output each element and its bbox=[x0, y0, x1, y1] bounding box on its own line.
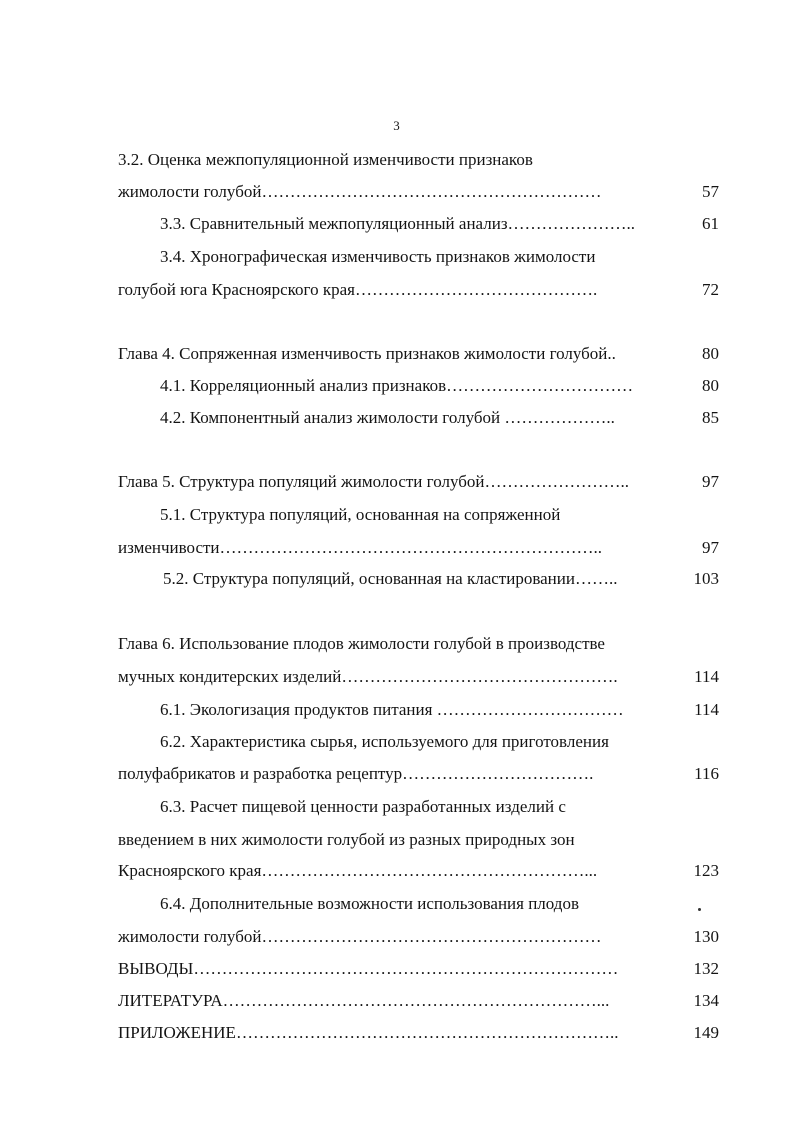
toc-entry-text: Красноярского края bbox=[118, 861, 262, 880]
toc-page-number: 123 bbox=[693, 861, 719, 880]
toc-entry-text: 6.1. Экологизация продуктов питания bbox=[160, 700, 433, 719]
toc-entry-text: 4.1. Корреляционный анализ признаков bbox=[160, 376, 447, 395]
toc-leader: …………………………………………. bbox=[341, 667, 618, 686]
toc-page-number: 114 bbox=[694, 700, 719, 719]
toc-entry-3-3 bbox=[0, 212, 793, 236]
toc-leader: ……………….. bbox=[500, 408, 615, 427]
toc-page-number: 134 bbox=[693, 991, 719, 1010]
toc-entry-chapter-5 bbox=[0, 470, 793, 494]
toc-entry-text: 6.2. Характеристика сырья, используемого для приготовления bbox=[160, 732, 609, 751]
toc-entry-text: 3.3. Сравнительный межпопуляционный анализ bbox=[160, 214, 508, 233]
toc-entry-6-3-title-2 bbox=[0, 828, 793, 852]
toc-page-number: 103 bbox=[693, 569, 719, 588]
toc-entry-appendix bbox=[0, 1021, 793, 1045]
toc-entry-conclusions bbox=[0, 957, 793, 981]
toc-entry-6-2 bbox=[0, 762, 793, 786]
toc-leader: ……………………………………. bbox=[354, 280, 598, 299]
toc-entry-text: ПРИЛОЖЕНИЕ bbox=[118, 1023, 236, 1042]
toc-entry-6-2-title bbox=[0, 730, 793, 754]
toc-entry-text: 4.2. Компонентный анализ жимолости голубой bbox=[160, 408, 501, 427]
toc-leader: …………………………………………………... bbox=[261, 861, 598, 880]
toc-entry-text: жимолости голубой bbox=[118, 182, 262, 201]
toc-entry-text: голубой юга Красноярского края bbox=[118, 280, 355, 299]
toc-entry-text: мучных кондитерских изделий bbox=[118, 667, 342, 686]
toc-page-number: 85 bbox=[702, 408, 719, 427]
toc-page-number: 80 bbox=[702, 344, 719, 363]
toc-page-number: 57 bbox=[702, 182, 719, 201]
toc-page-number: 149 bbox=[693, 1023, 719, 1042]
toc-leader: …………………………… bbox=[446, 376, 634, 395]
toc-entry-4-1 bbox=[0, 374, 793, 398]
toc-entry-6-4-title bbox=[0, 892, 793, 916]
toc-page-number: 97 bbox=[702, 472, 719, 491]
toc-entry-text: жимолости голубой bbox=[118, 927, 262, 946]
toc-page-number: 97 bbox=[702, 538, 719, 557]
toc-entry-text: 3.4. Хронографическая изменчивость признаков жимолости bbox=[160, 247, 596, 266]
toc-leader: …………………………………………………………... bbox=[222, 991, 610, 1010]
toc-entry-6-3 bbox=[0, 859, 793, 883]
toc-leader: …………………………………………………… bbox=[261, 927, 602, 946]
toc-page-number: 80 bbox=[702, 376, 719, 395]
toc-leader: …………………………………………………… bbox=[261, 182, 602, 201]
scan-speck bbox=[698, 908, 701, 911]
toc-entry-5-1-title bbox=[0, 503, 793, 527]
toc-leader: ………………………………………………………….. bbox=[219, 538, 603, 557]
toc-entry-text: 5.1. Структура популяций, основанная на сопряженной bbox=[160, 505, 561, 524]
toc-page-number: 72 bbox=[702, 280, 719, 299]
toc-entry-text: 6.4. Дополнительные возможности использования плодов bbox=[160, 894, 579, 913]
toc-entry-5-1 bbox=[0, 536, 793, 560]
toc-entry-text: 3.2. Оценка межпопуляционной изменчивости признаков bbox=[118, 150, 533, 169]
toc-leader: ……………………………. bbox=[402, 764, 594, 783]
toc-entry-3-4 bbox=[0, 278, 793, 302]
toc-entry-5-2 bbox=[0, 567, 793, 591]
toc-entry-chapter-6-title bbox=[0, 632, 793, 656]
toc-entry-text: ЛИТЕРАТУРА bbox=[118, 991, 223, 1010]
toc-entry-chapter-4 bbox=[0, 342, 793, 366]
toc-entry-3-2 bbox=[0, 180, 793, 204]
toc-leader: …….. bbox=[574, 569, 618, 588]
toc-entry-6-1 bbox=[0, 698, 793, 722]
toc-page-number: 114 bbox=[694, 667, 719, 686]
toc-leader: …………………………… bbox=[432, 700, 624, 719]
toc-leader: …………………….. bbox=[484, 472, 629, 491]
toc-entry-6-3-title-1 bbox=[0, 795, 793, 819]
toc-page-number: 61 bbox=[702, 214, 719, 233]
toc-leader: ………………….. bbox=[507, 214, 636, 233]
toc-leader: .. bbox=[607, 344, 616, 363]
toc-entry-literature bbox=[0, 989, 793, 1013]
toc-entry-text: изменчивости bbox=[118, 538, 220, 557]
toc-entry-text: ВЫВОДЫ bbox=[118, 959, 194, 978]
toc-page-number: 130 bbox=[693, 927, 719, 946]
toc-entry-6-4 bbox=[0, 925, 793, 949]
toc-entry-text: Глава 5. Структура популяций жимолости голубой bbox=[118, 472, 485, 491]
toc-entry-chapter-6 bbox=[0, 665, 793, 689]
toc-leader: ………………………………………………………….. bbox=[235, 1023, 619, 1042]
toc-entry-text: Глава 6. Использование плодов жимолости голубой в производстве bbox=[118, 634, 605, 653]
toc-leader: ………………………………………………………………… bbox=[193, 959, 619, 978]
toc-page-number: 116 bbox=[694, 764, 719, 783]
toc-entry-text: 6.3. Расчет пищевой ценности разработанных изделий с bbox=[160, 797, 566, 816]
toc-entry-text: 5.2. Структура популяций, основанная на кластировании bbox=[163, 569, 575, 588]
page-number: 3 bbox=[393, 118, 400, 133]
toc-entry-text: полуфабрикатов и разработка рецептур bbox=[118, 764, 403, 783]
toc-entry-text: Глава 4. Сопряженная изменчивость признаков жимолости голубой bbox=[118, 344, 608, 363]
toc-page-number: 132 bbox=[693, 959, 719, 978]
toc-entry-text: введением в них жимолости голубой из разных природных зон bbox=[118, 830, 575, 849]
toc-entry-3-4-title bbox=[0, 245, 793, 269]
toc-entry-3-2-title bbox=[0, 148, 793, 172]
toc-entry-4-2 bbox=[0, 406, 793, 430]
